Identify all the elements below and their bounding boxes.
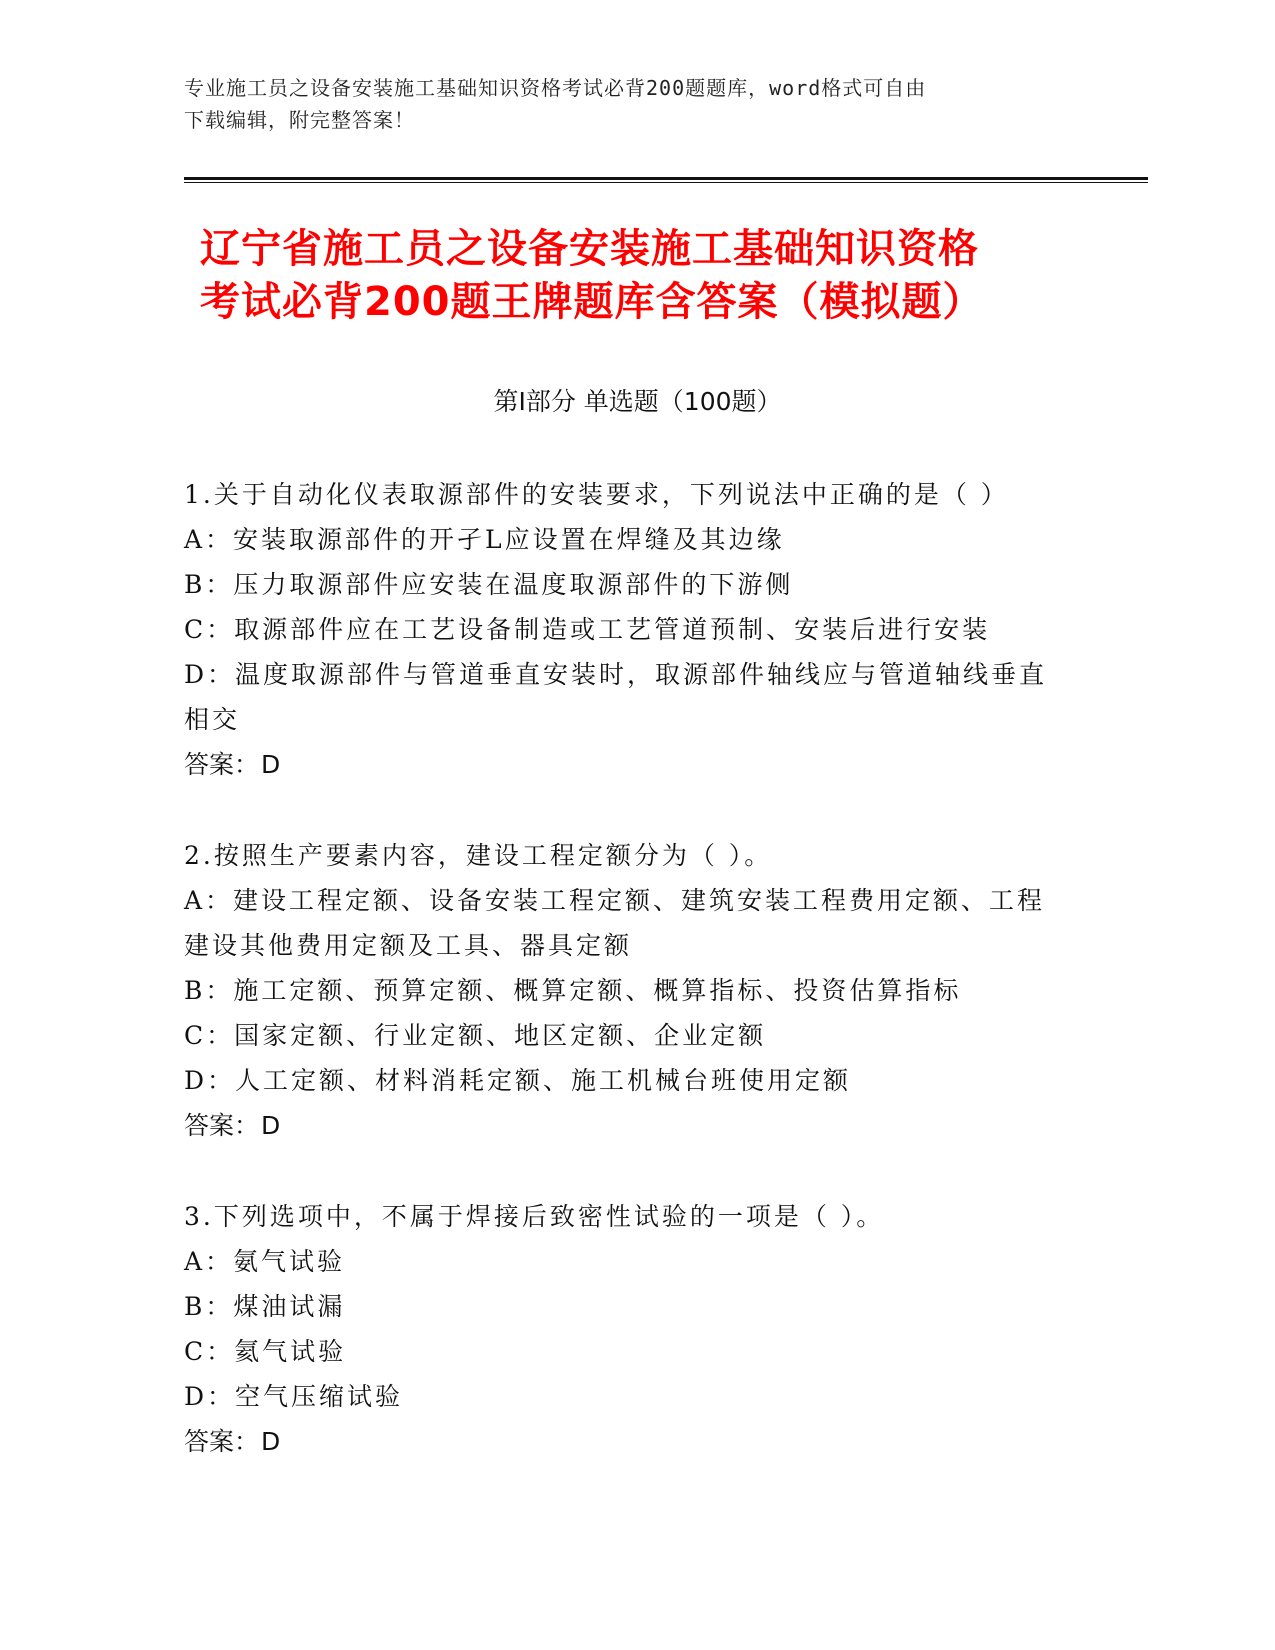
- option-a: A：安装取源部件的开孑L应设置在焊缝及其边缘: [184, 525, 785, 554]
- header-note-line: 专业施工员之设备安装施工基础知识资格考试必背200题题库，word格式可自由: [184, 76, 927, 100]
- option-b: B：压力取源部件应安装在温度取源部件的下游侧: [184, 570, 794, 599]
- answer-value: D: [261, 1427, 281, 1456]
- title-line: 辽宁省施工员之设备安装施工基础知识资格: [200, 226, 979, 272]
- option-b: B：施工定额、预算定额、概算定额、概算指标、投资估算指标: [184, 976, 962, 1005]
- answer-value: D: [261, 750, 281, 779]
- option-a: A：建设工程定额、设备安装工程定额、建筑安装工程费用定额、工程建设其他费用定额及工具、器具定额: [184, 886, 1046, 960]
- question-item: [184, 472, 1064, 787]
- title-line: 考试必背200题王牌题库含答案（模拟题）: [200, 279, 984, 325]
- header-divider: [184, 177, 1148, 180]
- question-stem: 3.下列选项中，不属于焊接后致密性试验的一项是（ ）。: [184, 1202, 885, 1231]
- option-b: B：煤油试漏: [184, 1292, 346, 1321]
- option-d: D：温度取源部件与管道垂直安装时，取源部件轴线应与管道轴线垂直相交: [184, 660, 1048, 734]
- header-note: [184, 72, 1064, 136]
- section-heading: 第I部分 单选题（100题）: [493, 387, 782, 416]
- question-list: [184, 472, 1064, 1510]
- option-a: A：氨气试验: [184, 1247, 346, 1276]
- question-item: [184, 833, 1064, 1148]
- answer-value: D: [261, 1111, 281, 1140]
- option-c: C：氦气试验: [184, 1337, 347, 1366]
- option-c: C：国家定额、行业定额、地区定额、企业定额: [184, 1021, 767, 1050]
- header-divider-thin: [184, 182, 1148, 183]
- option-d: D：空气压缩试验: [184, 1382, 404, 1411]
- question-stem: 1.关于自动化仪表取源部件的安装要求，下列说法中正确的是（ ）: [184, 480, 1009, 509]
- question-stem: 2.按照生产要素内容，建设工程定额分为（ ）。: [184, 841, 773, 870]
- answer-line: [184, 1419, 1064, 1464]
- answer-label: 答案：: [184, 750, 260, 779]
- document-title: [200, 223, 1080, 329]
- header-note-line: 下载编辑，附完整答案！: [184, 108, 415, 132]
- question-item: [184, 1194, 1064, 1464]
- option-d: D：人工定额、材料消耗定额、施工机械台班使用定额: [184, 1066, 852, 1095]
- answer-line: [184, 1103, 1064, 1148]
- answer-line: [184, 742, 1064, 787]
- option-c: C：取源部件应在工艺设备制造或工艺管道预制、安装后进行安装: [184, 615, 991, 644]
- answer-label: 答案：: [184, 1111, 260, 1140]
- answer-label: 答案：: [184, 1427, 260, 1456]
